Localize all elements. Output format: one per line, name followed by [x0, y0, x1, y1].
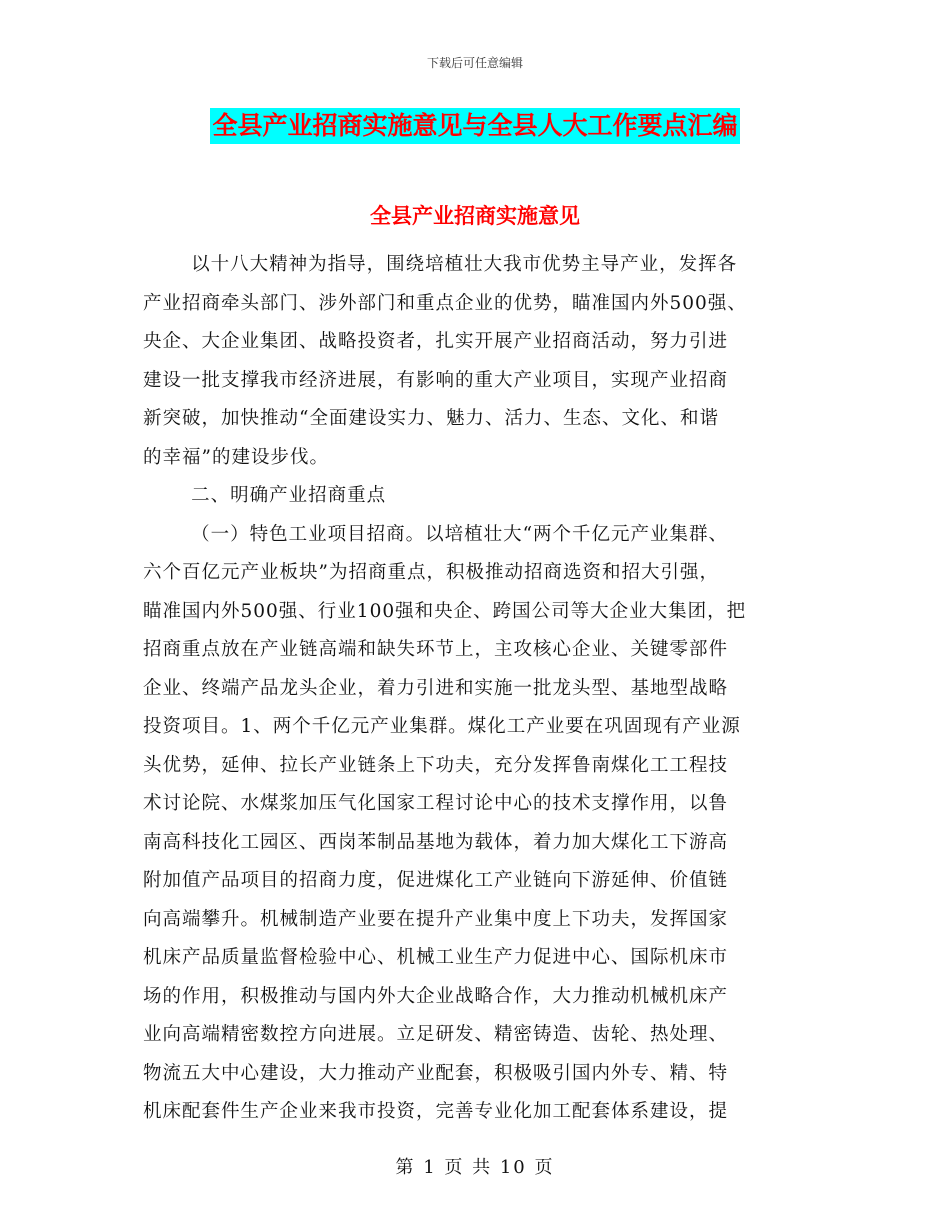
text-line: 头优势，延伸、拉长产业链条上下功夫，充分发挥鲁南煤化工工程技: [143, 754, 729, 776]
text-line: 建设一批支撑我市经济进展，有影响的重大产业项目，实现产业招商: [143, 369, 729, 391]
text-line: 招商重点放在产业链高端和缺失环节上，主攻核心企业、关键零部件: [143, 639, 729, 660]
text-line: 新突破，加快推动“全面建设实力、魅力、活力、生态、文化、和谐: [143, 408, 719, 429]
text-line: 机床配套件生产企业来我市投资，完善专业化加工配套体系建设，提: [143, 1101, 729, 1122]
text-line: 术讨论院、水煤浆加压气化国家工程讨论中心的技术支撑作用，以鲁: [143, 793, 729, 814]
main-title-wrap: [0, 108, 950, 144]
body-text: [143, 246, 807, 1132]
section-title: 全县产业招商实施意见: [370, 203, 580, 228]
text-line: 瞄准国内外500强、行业100强和央企、跨国公司等大企业大集团，把: [143, 600, 747, 622]
page-footer: 第 1 页 共 10 页: [395, 1157, 555, 1178]
text-line: 南高科技化工园区、西岗苯制品基地为载体，着力加大煤化工下游高: [143, 831, 729, 853]
text-line: 二、明确产业招商重点: [191, 485, 387, 506]
text-line: 物流五大中心建设，大力推动产业配套，积极吸引国内外专、精、特: [143, 1062, 729, 1084]
text-line: 附加值产品项目的招商力度，促进煤化工产业链向下游延伸、价值链: [143, 870, 729, 891]
text-line: 投资项目。1、两个千亿元产业集群。煤化工产业要在巩固现有产业源: [143, 716, 741, 737]
text-line: 机床产品质量监督检验中心、机械工业生产力促进中心、国际机床市: [143, 947, 729, 968]
text-line: 的幸福”的建设步伐。: [143, 446, 329, 468]
text-line: 业向高端精密数控方向进展。立足研发、精密铸造、齿轮、热处理、: [143, 1024, 729, 1045]
text-line: 企业、终端产品龙头企业，着力引进和实施一批龙头型、基地型战略: [143, 677, 729, 699]
text-line: （一）特色工业项目招商。以培植壮大“两个千亿元产业集群、: [191, 523, 729, 545]
text-line: 向高端攀升。机械制造产业要在提升产业集中度上下功夫，发挥国家: [143, 908, 729, 930]
text-line: 六个百亿元产业板块”为招商重点，积极推动招商选资和招大引强，: [143, 562, 719, 583]
text-line: 场的作用，积极推动与国内外大企业战略合作，大力推动机械机床产: [143, 985, 729, 1007]
main-title: 全县产业招商实施意见与全县人大工作要点汇编: [210, 108, 739, 144]
text-line: 产业招商牵头部门、涉外部门和重点企业的优势，瞄准国内外500强、: [143, 292, 747, 314]
text-line: 以十八大精神为指导，围绕培植壮大我市优势主导产业，发挥各: [191, 254, 738, 275]
text-line: 央企、大企业集团、战略投资者，扎实开展产业招商活动，努力引进: [143, 331, 729, 352]
header-note: 下载后可任意编辑: [426, 56, 523, 70]
